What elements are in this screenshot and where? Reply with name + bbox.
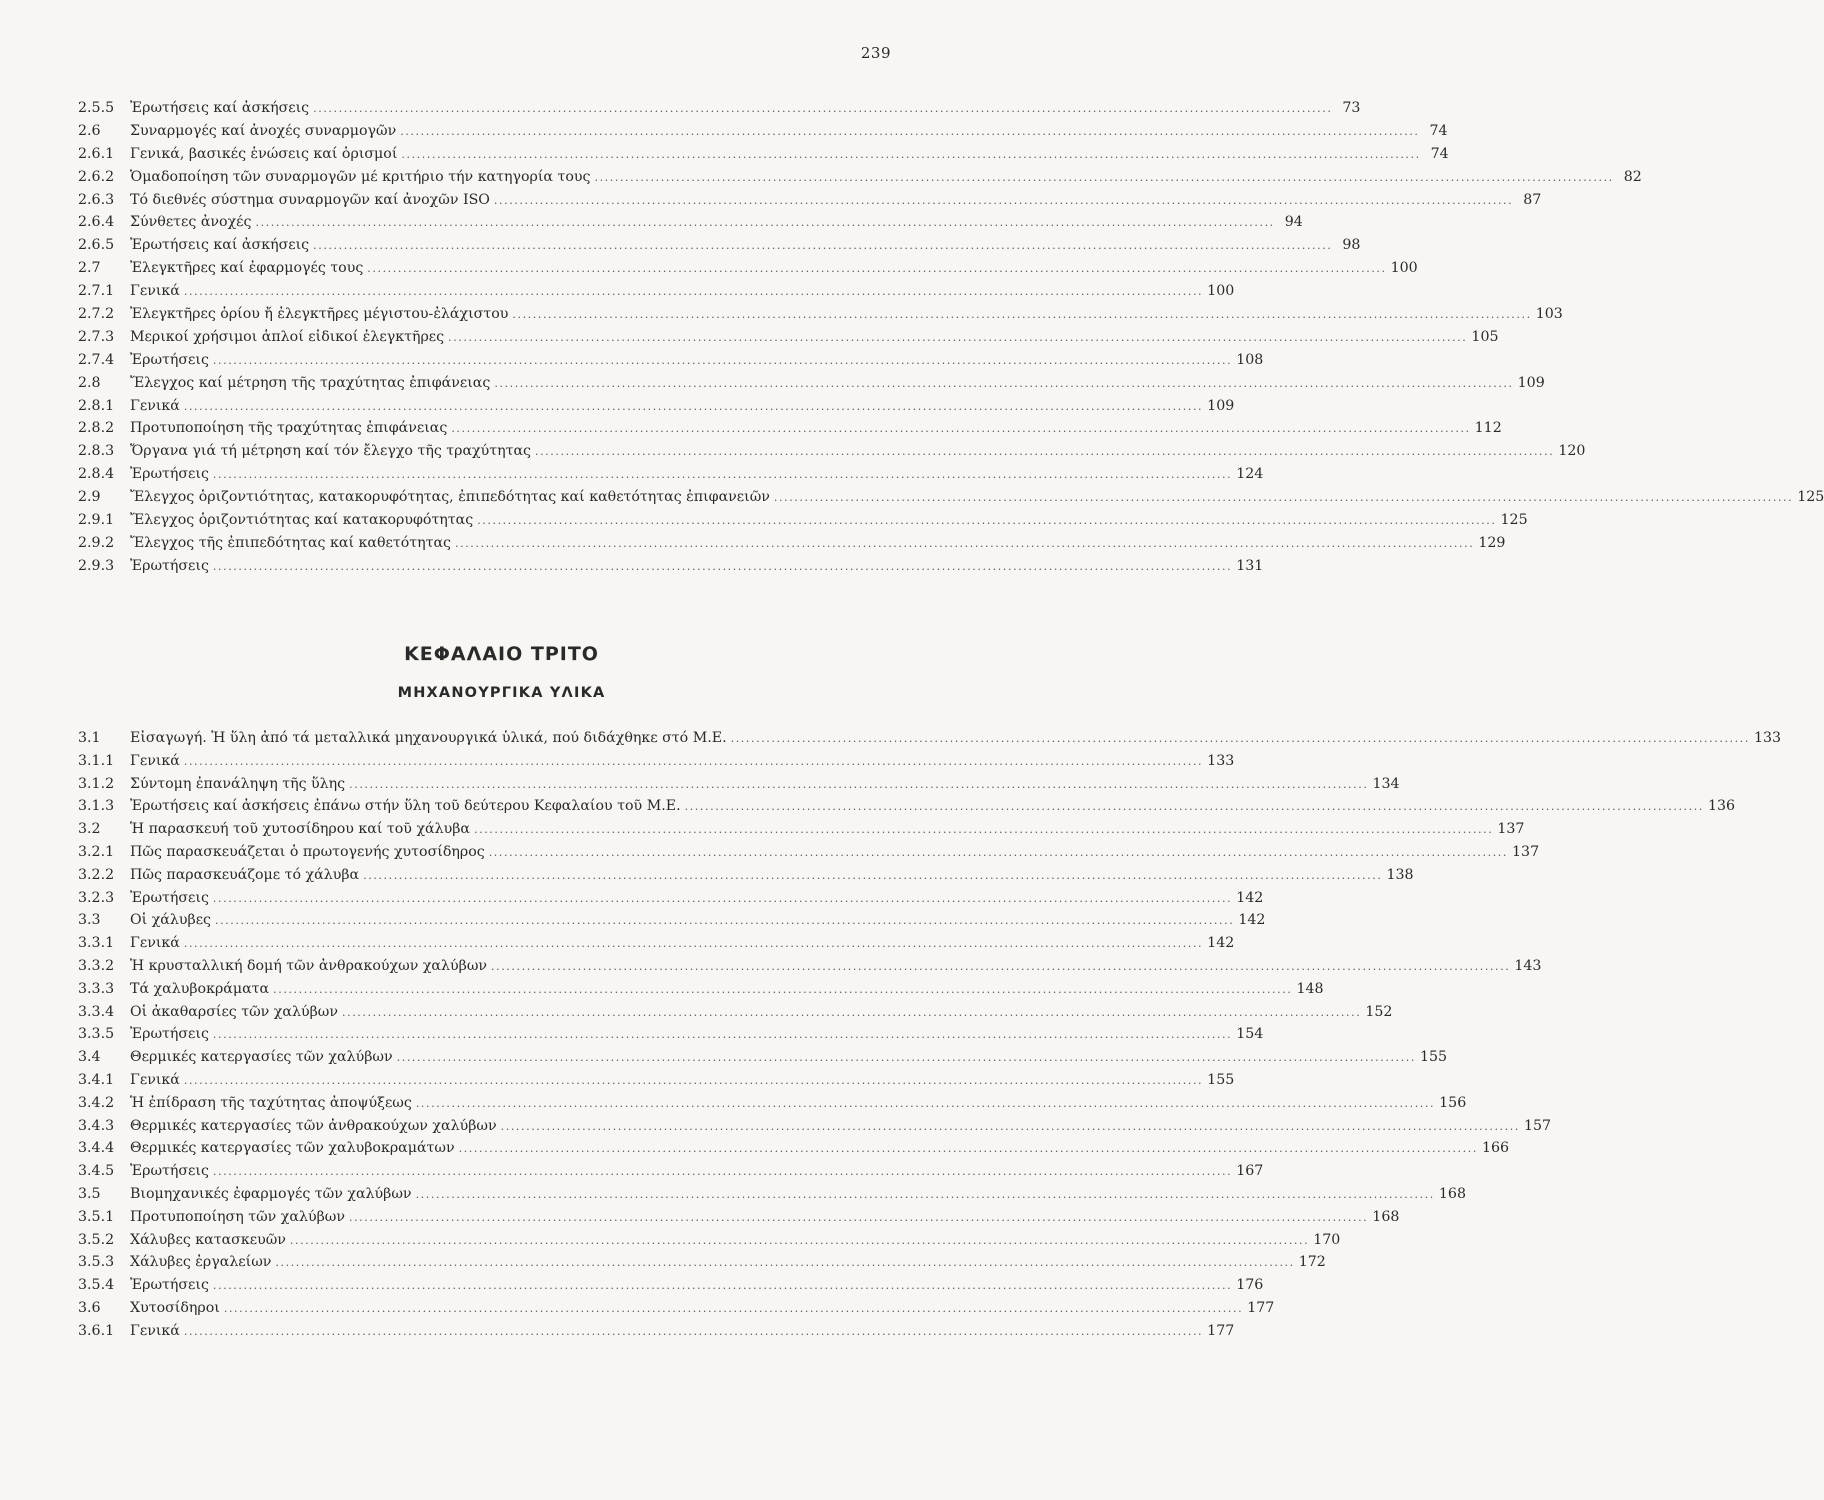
toc-entry-number: 3.4.3 <box>78 1117 115 1134</box>
toc-entry <box>78 395 1235 418</box>
toc-entry-number: 2.6 <box>78 122 101 139</box>
toc-entry-number: 2.7.4 <box>78 351 115 368</box>
toc-entry-page: 156 <box>1439 1094 1467 1111</box>
toc-entry-title: Τά χαλυβοκράματα <box>130 980 270 997</box>
toc-entry <box>78 1320 1235 1343</box>
dot-leader: ........................................................................................................................................................................................................ <box>183 937 1204 951</box>
dot-leader: ........................................................................................................................................................................................................ <box>313 239 1333 253</box>
toc-entry <box>78 1046 1448 1069</box>
dot-leader: ........................................................................................................................................................................................................ <box>493 193 1514 207</box>
toc-entry-title: Γενικά <box>130 1322 180 1339</box>
toc-entry-number: 2.6.1 <box>78 145 115 162</box>
toc-entry-number: 2.9.2 <box>78 534 115 551</box>
toc-entry <box>78 166 1642 189</box>
dot-leader: ........................................................................................................................................................................................................ <box>289 1233 1310 1247</box>
toc-entry-title: Γενικά <box>130 397 180 414</box>
toc-entry <box>78 1160 1264 1183</box>
toc-entry-page: 154 <box>1236 1026 1264 1043</box>
dot-leader: ........................................................................................................................................................................................................ <box>415 1096 1436 1110</box>
toc-entry <box>78 795 1736 818</box>
toc-entry-page: 143 <box>1514 957 1542 974</box>
dot-leader: ........................................................................................................................................................................................................ <box>212 891 1233 905</box>
toc-entry-page: 125 <box>1500 512 1528 529</box>
toc-entry-title: Χάλυβες ἐργαλείων <box>130 1254 272 1271</box>
dot-leader: ........................................................................................................................................................................................................ <box>448 330 1468 344</box>
toc-entry-page: 167 <box>1236 1163 1264 1180</box>
toc-entry-page: 133 <box>1753 730 1782 746</box>
toc-entry <box>78 1001 1393 1024</box>
toc-entry-page: 125 <box>1797 489 1824 506</box>
toc-entry <box>78 555 1264 578</box>
toc-entry-number: 3.2.1 <box>78 843 115 860</box>
toc-entry-number: 3.3.4 <box>78 1003 115 1020</box>
toc-entry-title: Ἐλεγκτῆρες ὁρίου ἤ ἐλεγκτῆρες μέγιστου-ἐλάχιστου <box>130 306 509 323</box>
dot-leader: ........................................................................................................................................................................................................ <box>488 845 1509 859</box>
toc-entry <box>78 143 1449 166</box>
toc-entry <box>78 864 1414 887</box>
dot-leader: ........................................................................................................................................................................................................ <box>183 754 1204 768</box>
toc-entry-number: 3.6.1 <box>78 1322 115 1339</box>
dot-leader: ........................................................................................................................................................................................................ <box>273 982 1293 996</box>
toc-entry-number: 2.8.1 <box>78 397 115 414</box>
toc-entry <box>78 372 1545 395</box>
toc-entry <box>78 727 1782 750</box>
toc-entry-title: Ἡ κρυσταλλική δομή τῶν ἀνθρακούχων χαλύβων <box>130 957 488 974</box>
dot-leader: ........................................................................................................................................................................................................ <box>730 732 1750 745</box>
toc-entry-title: Ἐρωτήσεις καί ἀσκήσεις <box>130 237 310 254</box>
toc-entry-title: Ἔλεγχος καί μέτρηση τῆς τραχύτητας ἐπιφάνειας <box>130 374 491 391</box>
toc-entry-title: Γενικά, βασικές ἑνώσεις καί ὁρισμοί <box>130 145 398 162</box>
toc-entry-title: Γενικά <box>130 935 180 952</box>
toc-entry-page: 155 <box>1207 1071 1235 1088</box>
toc-entry-title: Πῶς παρασκευάζομε τό χάλυβα <box>130 866 360 883</box>
toc-entry <box>78 1274 1264 1297</box>
toc-entry-number: 2.8.4 <box>78 466 115 483</box>
toc-entry-title: Ἐρωτήσεις καί ἀσκήσεις <box>130 100 310 116</box>
toc-entry-number: 3.2.3 <box>78 889 115 906</box>
toc-entry-page: 105 <box>1471 328 1499 345</box>
toc-entry-page: 172 <box>1298 1254 1326 1271</box>
toc-entry <box>78 978 1324 1001</box>
toc-entry-title: Ἔλεγχος τῆς ἐπιπεδότητας καί καθετότητας <box>130 534 451 551</box>
toc-entry <box>78 1183 1466 1206</box>
toc-entry-page: 94 <box>1284 214 1303 231</box>
toc-entry-number: 3.3.1 <box>78 935 115 952</box>
toc-entry-number: 3.4 <box>78 1049 101 1066</box>
toc-entry-page: 142 <box>1236 889 1264 906</box>
toc-entry-number: 3.5 <box>78 1185 101 1202</box>
toc-entry <box>78 303 1563 326</box>
toc-entry-page: 137 <box>1512 843 1540 860</box>
toc-entry-number: 2.7.1 <box>78 283 115 300</box>
dot-leader: ........................................................................................................................................................................................................ <box>401 147 1421 161</box>
toc-entry-title: Εἰσαγωγή. Ἡ ὕλη ἀπό τά μεταλλικά μηχανουργικά ὑλικά, πού διδάχθηκε στό Μ.Ε. <box>130 730 727 746</box>
toc-entry <box>78 750 1235 773</box>
toc-entry-page: 136 <box>1707 798 1736 815</box>
chapter-heading: ΚΕΦΑΛΑΙΟ ΤΡΙΤΟ <box>404 643 599 665</box>
toc-entry-number: 2.6.5 <box>78 237 115 254</box>
toc-entry-number: 2.5.5 <box>78 100 115 116</box>
dot-leader: ........................................................................................................................................................................................................ <box>212 1279 1233 1293</box>
dot-leader: ........................................................................................................................................................................................................ <box>474 823 1494 837</box>
toc-entry-number: 3.4.5 <box>78 1163 115 1180</box>
toc-entry-page: 109 <box>1517 374 1545 391</box>
dot-leader: ........................................................................................................................................................................................................ <box>455 536 1475 550</box>
toc-entry-number: 2.6.4 <box>78 214 115 231</box>
toc-entry <box>78 326 1499 349</box>
toc-entry <box>78 532 1506 555</box>
dot-leader: ........................................................................................................................................................................................................ <box>500 1119 1520 1133</box>
toc-entry-number: 2.8 <box>78 374 101 391</box>
toc-entry <box>78 509 1528 532</box>
toc-entry-title: Ἐρωτήσεις <box>130 557 209 574</box>
toc-entry-number: 3.3.3 <box>78 980 115 997</box>
toc-entry-number: 2.9 <box>78 489 101 506</box>
toc-entry-page: 100 <box>1207 283 1235 300</box>
toc-entry <box>78 1069 1235 1092</box>
toc-entry-title: Συναρμογές καί ἀνοχές συναρμογῶν <box>130 122 397 139</box>
toc-entry <box>78 1229 1341 1252</box>
dot-leader: ........................................................................................................................................................................................................ <box>183 285 1204 299</box>
dot-leader: ........................................................................................................................................................................................................ <box>212 1165 1233 1179</box>
toc-entry <box>78 1297 1275 1320</box>
dot-leader: ........................................................................................................................................................................................................ <box>212 468 1233 482</box>
toc-entry-title: Βιομηχανικές ἐφαρμογές τῶν χαλύβων <box>130 1185 412 1202</box>
dot-leader: ........................................................................................................................................................................................................ <box>363 868 1383 882</box>
toc-entry-number: 2.9.3 <box>78 557 115 574</box>
toc-entry <box>78 909 1266 932</box>
dot-leader: ........................................................................................................................................................................................................ <box>223 1301 1244 1315</box>
toc-entry <box>78 280 1235 303</box>
dot-leader: ........................................................................................................................................................................................................ <box>367 262 1387 276</box>
toc-entry-page: 103 <box>1535 306 1563 323</box>
dot-leader: ........................................................................................................................................................................................................ <box>183 1324 1204 1338</box>
toc-entry-page: 170 <box>1313 1231 1341 1248</box>
toc-section-bottom <box>78 727 1782 1343</box>
toc-entry <box>78 1115 1552 1138</box>
toc-entry-page: 155 <box>1419 1049 1448 1066</box>
toc-entry-page: 73 <box>1342 100 1361 116</box>
toc-entry <box>78 1137 1510 1160</box>
toc-entry <box>78 417 1502 440</box>
dot-leader: ........................................................................................................................................................................................................ <box>512 308 1532 322</box>
toc-entry <box>78 841 1540 864</box>
dot-leader: ........................................................................................................................................................................................................ <box>773 491 1794 505</box>
toc-entry <box>78 955 1542 978</box>
toc-entry-number: 3.1.3 <box>78 798 115 815</box>
page-number: 239 <box>860 44 891 62</box>
dot-leader: ........................................................................................................................................................................................................ <box>183 1073 1204 1087</box>
toc-entry-page: 98 <box>1342 237 1361 254</box>
toc-section-top <box>78 97 1824 578</box>
toc-entry <box>78 440 1586 463</box>
toc-entry-number: 3.6 <box>78 1299 101 1316</box>
toc-entry-number: 3.3.5 <box>78 1026 115 1043</box>
toc-entry-page: 109 <box>1207 397 1235 414</box>
toc-entry-number: 3.4.1 <box>78 1071 115 1088</box>
dot-leader: ........................................................................................................................................................................................................ <box>535 445 1555 459</box>
toc-entry-title: Ἐρωτήσεις <box>130 1163 209 1180</box>
toc-entry-number: 2.8.3 <box>78 443 115 460</box>
toc-entry-number: 3.1.2 <box>78 775 115 792</box>
toc-entry-number: 3.5.2 <box>78 1231 115 1248</box>
toc-entry-page: 134 <box>1372 775 1400 792</box>
toc-entry <box>78 120 1448 143</box>
dot-leader: ........................................................................................................................................................................................................ <box>348 1210 1369 1224</box>
toc-entry-number: 2.6.2 <box>78 168 115 185</box>
toc-entry-page: 137 <box>1497 821 1525 838</box>
dot-leader: ........................................................................................................................................................................................................ <box>396 1051 1416 1065</box>
toc-entry-title: Τό διεθνές σύστημα συναρμογῶν καί ἀνοχῶν ISO <box>130 191 490 208</box>
toc-entry-page: 148 <box>1296 980 1324 997</box>
dot-leader: ........................................................................................................................................................................................................ <box>684 800 1704 814</box>
toc-entry-title: Ὁμαδοποίηση τῶν συναρμογῶν μέ κριτήριο τήν κατηγορία τους <box>130 168 591 185</box>
dot-leader: ........................................................................................................................................................................................................ <box>451 422 1471 436</box>
toc-entry-title: Πῶς παρασκευάζεται ὁ πρωτογενής χυτοσίδηρος <box>130 843 485 860</box>
dot-leader: ........................................................................................................................................................................................................ <box>594 170 1614 184</box>
toc-entry-title: Ἔλεγχος ὁριζοντιότητας καί κατακορυφότητας <box>130 512 474 529</box>
toc-entry-page: 138 <box>1386 866 1414 883</box>
dot-leader: ........................................................................................................................................................................................................ <box>215 914 1235 928</box>
toc-entry-number: 3.3 <box>78 912 101 929</box>
toc-entry-title: Θερμικές κατεργασίες τῶν ἀνθρακούχων χαλύβων <box>130 1117 497 1134</box>
toc-entry <box>78 97 1361 120</box>
toc-entry-title: Ἐρωτήσεις <box>130 466 209 483</box>
toc-entry <box>78 1092 1467 1115</box>
toc-entry-title: Θερμικές κατεργασίες τῶν χαλυβοκραμάτων <box>130 1140 455 1157</box>
toc-entry-title: Θερμικές κατεργασίες τῶν χαλύβων <box>130 1049 393 1066</box>
dot-leader: ........................................................................................................................................................................................................ <box>212 559 1233 573</box>
dot-leader: ........................................................................................................................................................................................................ <box>477 514 1497 528</box>
toc-entry-title: Γενικά <box>130 1071 180 1088</box>
toc-entry-number: 3.1 <box>78 730 101 746</box>
toc-entry-number: 3.3.2 <box>78 957 115 974</box>
toc-entry-page: 177 <box>1207 1322 1235 1339</box>
toc-entry-title: Σύνθετες ἀνοχές <box>130 214 252 231</box>
toc-entry-title: Γενικά <box>130 752 180 769</box>
toc-entry-page: 74 <box>1429 122 1448 139</box>
toc-entry-title: Χυτοσίδηροι <box>130 1299 220 1316</box>
toc-entry <box>78 349 1264 372</box>
toc-entry <box>78 773 1400 796</box>
toc-entry-page: 129 <box>1478 534 1506 551</box>
toc-entry-title: Ἐρωτήσεις <box>130 351 209 368</box>
dot-leader: ........................................................................................................................................................................................................ <box>212 353 1233 367</box>
dot-leader: ........................................................................................................................................................................................................ <box>415 1187 1435 1201</box>
toc-entry-title: Γενικά <box>130 283 180 300</box>
dot-leader: ........................................................................................................................................................................................................ <box>255 216 1275 230</box>
toc-entry-number: 3.2.2 <box>78 866 115 883</box>
toc-entry-page: 120 <box>1558 443 1586 460</box>
toc-entry <box>78 932 1235 955</box>
toc-entry-number: 3.1.1 <box>78 752 115 769</box>
toc-entry-number: 2.6.3 <box>78 191 115 208</box>
toc-entry <box>78 234 1361 257</box>
toc-entry-page: 142 <box>1207 935 1235 952</box>
dot-leader: ........................................................................................................................................................................................................ <box>491 959 1511 973</box>
toc-entry-number: 3.5.1 <box>78 1208 115 1225</box>
toc-entry-title: Προτυποποίηση τῆς τραχύτητας ἐπιφάνειας <box>130 420 448 437</box>
toc-entry-page: 177 <box>1247 1299 1275 1316</box>
toc-entry-title: Ἔλεγχος ὁριζοντιότητας, κατακορυφότητας, ἐπιπεδότητας καί καθετότητας ἐπιφανειῶν <box>130 489 770 506</box>
toc-entry <box>78 257 1418 280</box>
toc-entry <box>78 1206 1400 1229</box>
toc-entry-title: Ὄργανα γιά τή μέτρηση καί τόν ἔλεγχο τῆς τραχύτητας <box>130 443 532 460</box>
toc-entry-page: 131 <box>1236 557 1264 574</box>
toc-entry <box>78 818 1525 841</box>
toc-entry-number: 2.7.3 <box>78 328 115 345</box>
dot-leader: ........................................................................................................................................................................................................ <box>275 1256 1295 1270</box>
dot-leader: ........................................................................................................................................................................................................ <box>494 376 1514 390</box>
dot-leader: ........................................................................................................................................................................................................ <box>458 1142 1478 1156</box>
toc-entry-page: 157 <box>1523 1117 1552 1134</box>
toc-entry-page: 168 <box>1438 1185 1466 1202</box>
toc-entry-title: Ἐρωτήσεις καί ἀσκήσεις ἐπάνω στήν ὕλη τοῦ δεύτερου Κεφαλαίου τοῦ Μ.Ε. <box>130 798 681 815</box>
dot-leader: ........................................................................................................................................................................................................ <box>342 1005 1362 1019</box>
dot-leader: ........................................................................................................................................................................................................ <box>313 102 1333 115</box>
toc-entry-title: Ἡ παρασκευή τοῦ χυτοσίδηρου καί τοῦ χάλυβα <box>130 821 471 838</box>
toc-entry-title: Μερικοί χρήσιμοι ἁπλοί εἰδικοί ἐλεγκτῆρες <box>130 328 445 345</box>
toc-entry-page: 133 <box>1207 752 1235 769</box>
toc-entry-title: Προτυποποίηση τῶν χαλύβων <box>130 1208 345 1225</box>
toc-entry-page: 152 <box>1365 1003 1393 1020</box>
toc-entry-page: 112 <box>1474 420 1502 437</box>
dot-leader: ........................................................................................................................................................................................................ <box>183 399 1204 413</box>
dot-leader: ........................................................................................................................................................................................................ <box>212 1028 1233 1042</box>
toc-entry-page: 166 <box>1481 1140 1510 1157</box>
toc-entry-title: Οἱ ἀκαθαρσίες τῶν χαλύβων <box>130 1003 338 1020</box>
toc-entry-page: 100 <box>1390 260 1418 277</box>
toc-entry-page: 176 <box>1236 1277 1264 1294</box>
dot-leader: ........................................................................................................................................................................................................ <box>400 124 1420 138</box>
toc-entry-page: 142 <box>1238 912 1266 929</box>
toc-entry-title: Ἐρωτήσεις <box>130 1277 209 1294</box>
toc-entry-title: Ἡ ἐπίδραση τῆς ταχύτητας ἀποψύξεως <box>130 1094 412 1111</box>
toc-entry-number: 3.4.4 <box>78 1140 115 1157</box>
toc-entry-number: 2.8.2 <box>78 420 115 437</box>
toc-entry-title: Οἱ χάλυβες <box>130 912 211 929</box>
toc-entry-number: 3.2 <box>78 821 101 838</box>
toc-entry-title: Ἐρωτήσεις <box>130 1026 209 1043</box>
toc-entry-number: 2.9.1 <box>78 512 115 529</box>
toc-entry-page: 108 <box>1236 351 1264 368</box>
toc-entry-page: 74 <box>1430 145 1449 162</box>
toc-entry-page: 82 <box>1623 168 1642 185</box>
toc-entry-title: Σύντομη ἐπανάληψη τῆς ὕλης <box>130 775 346 792</box>
toc-entry <box>78 1251 1326 1274</box>
toc-entry-number: 2.7 <box>78 260 101 277</box>
toc-entry <box>78 887 1264 910</box>
toc-entry <box>78 486 1824 509</box>
toc-entry-number: 2.7.2 <box>78 306 115 323</box>
toc-entry-number: 3.4.2 <box>78 1094 115 1111</box>
toc-entry-title: Χάλυβες κατασκευῶν <box>130 1231 286 1248</box>
toc-entry <box>78 463 1264 486</box>
toc-entry <box>78 189 1542 212</box>
toc-entry <box>78 1023 1264 1046</box>
toc-entry-number: 3.5.4 <box>78 1277 115 1294</box>
toc-entry-page: 168 <box>1372 1208 1400 1225</box>
toc-entry-number: 3.5.3 <box>78 1254 115 1271</box>
toc-entry-page: 124 <box>1236 466 1264 483</box>
dot-leader: ........................................................................................................................................................................................................ <box>349 777 1369 791</box>
toc-entry-title: Ἐρωτήσεις <box>130 889 209 906</box>
toc-entry <box>78 211 1303 234</box>
toc-entry-page: 87 <box>1523 191 1542 208</box>
toc-entry-title: Ἐλεγκτῆρες καί ἐφαρμογές τους <box>130 260 364 277</box>
chapter-subtitle: ΜΗΧΑΝΟΥΡΓΙΚΑ ΥΛΙΚΑ <box>397 685 606 701</box>
